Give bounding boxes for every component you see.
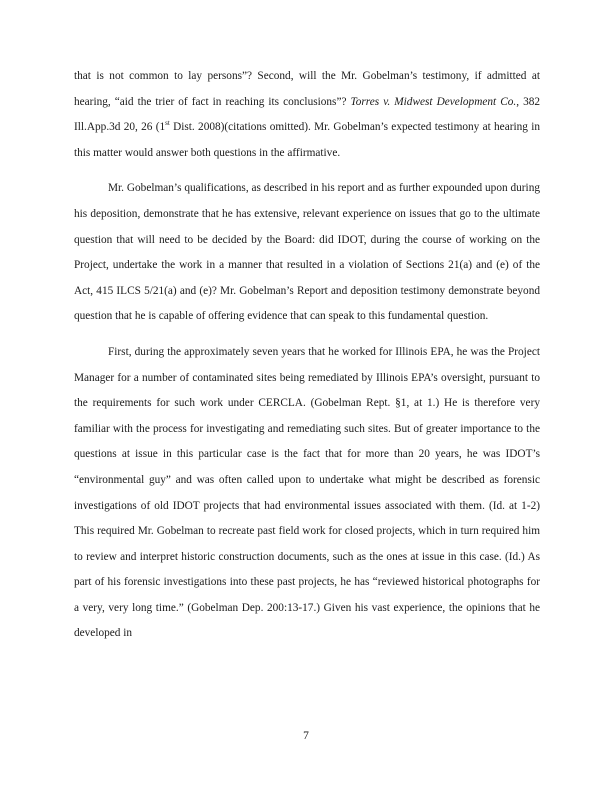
paragraph-experience: First, during the approximately seven years that he worked for Illinois EPA, he was the Project Manager for a number of contaminated sites being remediated by Illinois EPA’s oversight, pursuant to the requirements for such work under CERCLA. (Gobelman Rept. §1, at 1.) He is therefore very familiar with the process for investigating and remediating such sites. But of greater importance to the questions at issue in this particular case is the fact that for more than 20 years, he was IDOT’s “environmental guy” and was often called upon to undertake what might be described as forensic investigations of old IDOT projects that had environmental issues associated with them. (Id. at 1-2) This required Mr. Gobelman to recreate past field work for closed projects, which in turn required him to review and interpret historic construction documents, such as the ones at issue in this case. (Id.) As part of his forensic investigations into these past projects, he has “reviewed historical photographs for a very, very long time.” (Gobelman Dep. 200:13-17.) Given his vast experience, the opinions that he developed in bbox=[74, 345, 540, 640]
paragraph-text: Dist. 2008)(citations omitted). Mr. Gobelman’s expected testimony at hearing in this matter would answer both questions in the affirmative. bbox=[74, 121, 540, 159]
case-citation: Torres v. Midwest Development Co. bbox=[350, 95, 517, 108]
document-body bbox=[74, 64, 540, 657]
page-number: 7 bbox=[303, 730, 309, 742]
paragraph-continuation bbox=[74, 64, 540, 166]
paragraph-text: that is not common to lay persons”? Second, will the Mr. Gobelman’s testimony, if admitted at hearing, “aid the trier of fact in reaching its conclusions”? bbox=[74, 70, 540, 108]
paragraph-text: , 382 Ill.App.3d 20, 26 (1 bbox=[74, 95, 541, 134]
paragraph-qualifications: Mr. Gobelman’s qualifications, as described in his report and as further expounded upon during his deposition, demonstrate that he has extensive, relevant experience on issues that go to the ultimate question that will need to be decided by the Board: did IDOT, during the course of working on the Project, undertake the work in a manner that resulted in a violation of Sections 21(a) and (e) of the Act, 415 ILCS 5/21(a) and (e)? Mr. Gobelman’s Report and deposition testimony demonstrate beyond question that he is capable of offering evidence that can speak to this fundamental question. bbox=[74, 182, 540, 323]
ordinal-superscript: st bbox=[165, 119, 170, 128]
